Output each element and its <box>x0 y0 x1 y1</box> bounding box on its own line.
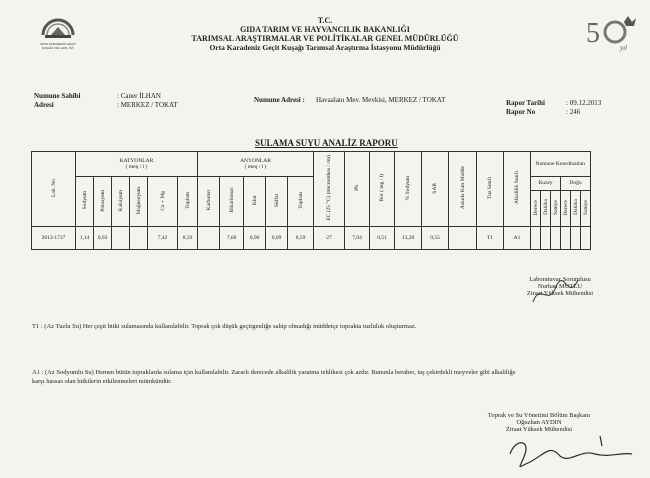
report-date-label: Rapor Tarihi <box>506 99 545 107</box>
address-label: Adresi <box>34 101 54 109</box>
cell-ph: 7,04 <box>345 227 370 250</box>
cell-ca-mg: 7,42 <box>148 227 178 250</box>
col-north-second: Saniye <box>551 190 561 226</box>
coordinates-header: Numune Koordinatları <box>531 152 591 177</box>
cell-magnesium <box>130 227 148 250</box>
col-east-second: Saniye <box>581 190 591 226</box>
note-t1: T1 : (Az Tuzlu Su) Her çeşit bitki sulamasında kullanılabilir. Toprak çok düşük geçirgenliğe sahip olmadığı müddetçe toprakta tuzluluk oluşturmaz. <box>32 323 417 330</box>
col-cation-total: Toplam <box>178 177 198 227</box>
table-row <box>32 227 591 250</box>
col-potassium: Potasyum <box>94 177 112 227</box>
col-chlorine: Klor <box>244 177 266 227</box>
suspended-solids-header: Askıda Katı Madde <box>449 152 477 227</box>
cell-anion-total: 8,59 <box>288 227 314 250</box>
lab-no-header: Lab. No <box>32 152 76 227</box>
analysis-table <box>31 151 591 250</box>
cell-chlorine: 0,90 <box>244 227 266 250</box>
col-anion-total: Toplam <box>288 177 314 227</box>
col-calcium: Kalsiyum <box>112 177 130 227</box>
svg-text:ORTA KARADENİZ GEÇİT: ORTA KARADENİZ GEÇİT <box>40 42 76 46</box>
address-value: : MERKEZ / TOKAT <box>117 101 178 109</box>
svg-text:yıl: yıl <box>620 44 627 52</box>
owner-value: : Caner İLHAN <box>117 92 161 100</box>
cell-sodium: 1,14 <box>76 227 94 250</box>
col-ca-mg: Ca + Mg <box>148 177 178 227</box>
cell-sulfate: 0,09 <box>266 227 288 250</box>
cell-suspended-solids <box>449 227 477 250</box>
col-north-degree: Derece <box>531 190 541 226</box>
cell-ec: 27 <box>314 227 345 250</box>
sample-address-value: Havaalanı Mev. Mevkisi, MERKEZ / TOKAT <box>316 96 446 104</box>
col-east-minute: Dakika <box>571 190 581 226</box>
lab-sign-role: Ziraat Yüksek Mühendisi <box>526 290 594 297</box>
cell-north-degree <box>531 227 541 250</box>
cell-sodium-percent: 13,28 <box>395 227 422 250</box>
alkalinity-class-header: Alkalilik Sınıfı <box>504 152 531 227</box>
lab-sign-name: Nurhan MUTLU <box>537 283 583 290</box>
cell-north-minute <box>541 227 551 250</box>
col-sulfate: Sülfat <box>266 177 288 227</box>
lab-signature-image <box>528 272 588 312</box>
sample-address-label: Numune Adresi : <box>254 96 305 104</box>
note-a1-line2: karşı hassas olan bitkilerin etkilenmeleri mümkündür. <box>32 378 172 385</box>
owner-label: Numune Sahibi <box>34 92 81 100</box>
cell-calcium <box>112 227 130 250</box>
report-title: SULAMA SUYU ANALİZ RAPORU <box>255 138 398 148</box>
salt-class-header: Tuz Sınıfı <box>477 152 504 227</box>
col-north-minute: Dakika <box>541 190 551 226</box>
cell-lab-no: 2013-1737 <box>32 227 76 250</box>
cell-east-second <box>581 227 591 250</box>
cell-sar: 0,55 <box>422 227 449 250</box>
cell-potassium: 0,03 <box>94 227 112 250</box>
header-tc: T.C. <box>317 16 333 25</box>
svg-text:KUŞAĞI TAR. ARŞ. İST.: KUŞAĞI TAR. ARŞ. İST. <box>41 46 75 50</box>
svg-text:5: 5 <box>586 18 600 49</box>
cations-header: KATYONLAR ( meq / l ) <box>76 152 198 177</box>
col-east-degree: Derece <box>561 190 571 226</box>
sar-header: SAR <box>422 152 449 227</box>
head-sign-name: Oğuzhan AYDIN <box>516 419 562 426</box>
ec-header: EC (25 °C) (micromhos / cm) <box>314 152 345 227</box>
cell-salt-class: T1 <box>477 227 504 250</box>
north-header: Kuzey <box>531 177 561 191</box>
header-directorate: TARIMSAL ARAŞTIRMALAR VE POLİTİKALAR GENEL MÜDÜRLÜĞÜ <box>191 34 459 43</box>
cell-boron: 0,51 <box>370 227 395 250</box>
lab-sign-title: Laboratuvar Sorumlusu <box>529 276 591 283</box>
header-institute: Orta Karadeniz Geçit Kuşağı Tarımsal Araştırma İstasyonu Müdürlüğü <box>209 43 441 52</box>
report-date-value: : 09.12.2013 <box>566 99 602 107</box>
col-carbonate: Karbonat <box>198 177 220 227</box>
note-a1-line1: A1 : (Az Sodyumlu Su) Hemen bütün topraklarda sulama için kullanılabilir. Zararlı derecede alkalilik yaratma tehlikesi çok azdır. Bununla beraber, taş çekirdekli meyveler gibi alkaliliğe <box>32 369 516 376</box>
col-sodium: Sodyum <box>76 177 94 227</box>
boron-header: Bor ( mg / l) <box>370 152 395 227</box>
col-magnesium: Mağnezyum <box>130 177 148 227</box>
report-no-value: : 246 <box>566 108 581 116</box>
cell-east-degree <box>561 227 571 250</box>
head-sign-title: Toprak ve Su Yönetimi Bölüm Başkanı <box>487 412 591 419</box>
cell-bicarbonate: 7,60 <box>220 227 244 250</box>
cell-alkalinity-class: A1 <box>504 227 531 250</box>
header-ministry: GIDA TARIM VE HAYVANCILIK BAKANLIĞI <box>240 25 410 34</box>
head-signature-image <box>500 424 635 472</box>
cell-carbonate <box>198 227 220 250</box>
ph-header: Ph <box>345 152 370 227</box>
cell-east-minute <box>571 227 581 250</box>
cell-north-second <box>551 227 561 250</box>
col-bicarbonate: Bikarbonat <box>220 177 244 227</box>
cell-cation-total: 8,59 <box>178 227 198 250</box>
east-header: Doğu <box>561 177 591 191</box>
anions-header: ANYONLAR ( meq / l ) <box>198 152 314 177</box>
head-sign-role: Ziraat Yüksek Mühendisi <box>505 426 573 433</box>
sodium-percent-header: % Sodyum <box>395 152 422 227</box>
report-no-label: Rapor No <box>506 108 536 116</box>
